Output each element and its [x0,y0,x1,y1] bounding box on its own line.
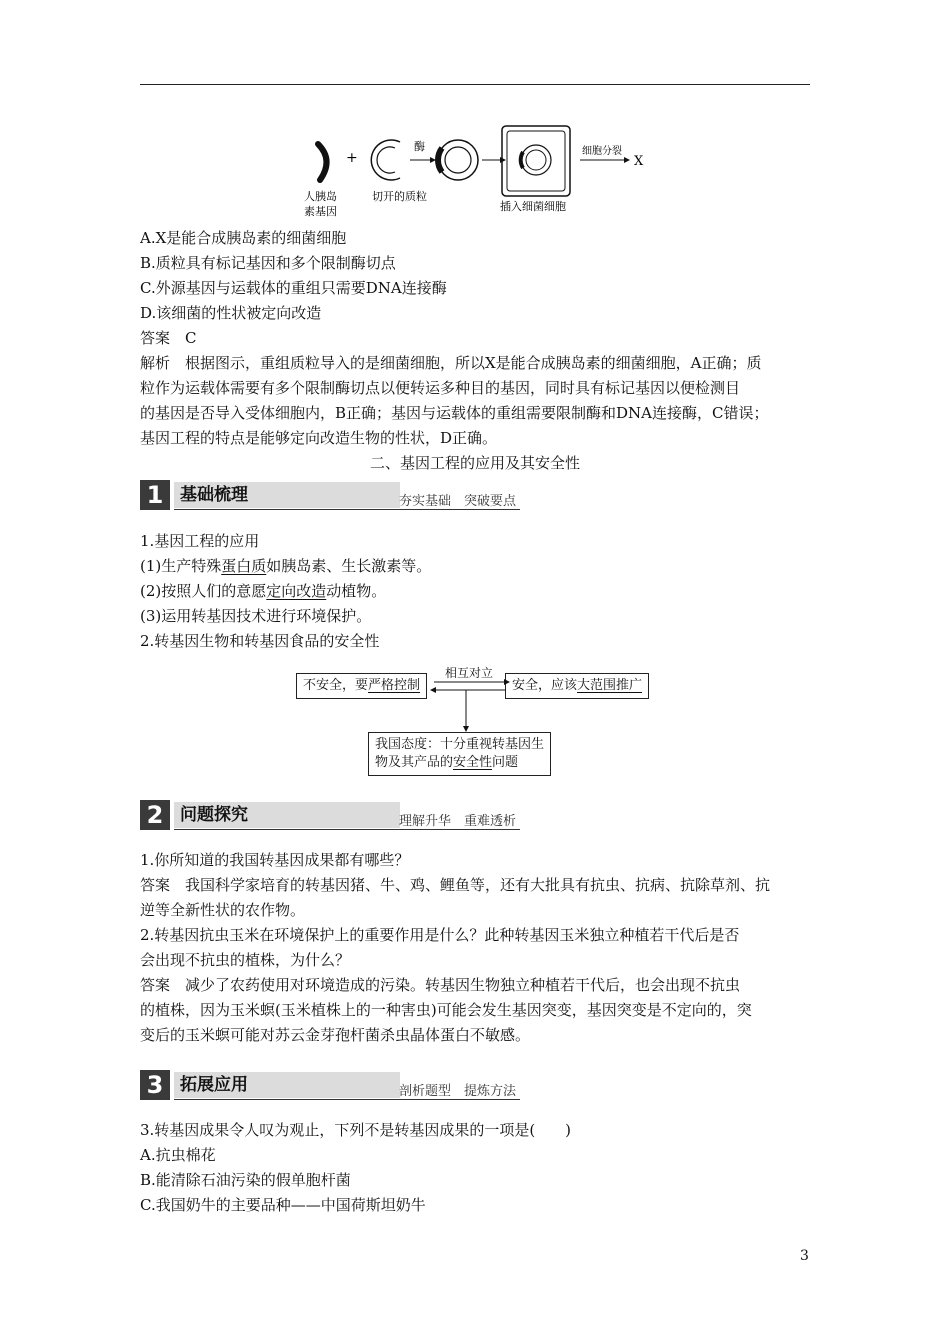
unsafe-box [296,673,427,699]
banner-label: 问题探究 [174,802,400,828]
basics-line-3 [140,579,820,604]
header-rule [140,84,810,85]
basics-line-1: 1.基因工程的应用 [140,532,260,550]
enzyme-label: 酶 [414,140,425,153]
insulin-gene-arc [318,144,327,180]
explore-line-3: 逆等全新性状的农作物。 [140,901,306,919]
explore-line-7: 的植株，因为玉米螟(玉米植株上的一种害虫)可能会发生基因突变，基因突变是不定向的，突 [140,1001,752,1019]
option-b: B.质粒具有标记基因和多个限制酶切点 [140,254,396,272]
division-label: 细胞分裂 [582,146,622,157]
banner-explore [140,800,520,830]
banner-basics [140,480,520,510]
explore-line-2: 答案 我国科学家培育的转基因猪、牛、鸡、鲤鱼等，还有大批具有抗虫、抗病、抗除草剂、抗 [140,876,771,894]
basics-line-2 [140,554,820,579]
explore-line-4: 2.转基因抗虫玉米在环境保护上的重要作用是什么？此种转基因玉米独立种植若干代后是否 [140,926,740,944]
insulin-gene-label: 人胰岛 [304,190,337,203]
underlined-term: 安全性 [453,755,493,770]
gene-engineering-figure [290,120,670,220]
plus-sign: + [346,150,358,166]
banner-underline [174,509,520,510]
safe-box [505,673,649,699]
cut-plasmid-label: 切开的质粒 [372,190,427,203]
text-run: 安全，应该 [512,678,578,693]
apply-option-a: A.抗虫棉花 [140,1146,216,1164]
bacterial-cell-icon [502,126,570,196]
explore-line-8: 变后的玉米螟可能对苏云金芽孢杆菌杀虫晶体蛋白不敏感。 [140,1026,531,1044]
explore-line-5: 会出现不抗虫的植株，为什么？ [140,951,351,969]
text-run: 如胰岛素、生长激素等。 [266,557,432,575]
page-number: 3 [800,1248,809,1264]
banner-label: 基础梳理 [174,482,400,508]
underlined-term: 蛋白质 [221,557,267,575]
explore-line-6: 答案 减少了农药使用对环境造成的污染。转基因生物独立种植若干代后，也会出现不抗虫 [140,976,741,994]
basics-line-5: 2.转基因生物和转基因食品的安全性 [140,632,380,650]
attitude-line-1: 我国态度：十分重视转基因生 [375,737,545,752]
attitude-box [368,732,551,776]
apply-option-b: B.能清除石油污染的假单胞杆菌 [140,1171,351,1189]
insulin-gene-label-2: 素基因 [304,205,337,218]
analysis-line-4: 基因工程的特点是能够定向改造生物的性状，D正确。 [140,429,498,447]
underlined-term: 定向改造 [266,582,327,600]
text-run: 物及其产品的 [375,755,454,770]
banner-subtitle: 剖析题型 提炼方法 [398,1084,516,1099]
option-c: C.外源基因与运载体的重组只需要DNA连接酶 [140,279,447,297]
banner-underline [174,1099,520,1100]
banner-label: 拓展应用 [174,1072,400,1098]
text-run: 问题 [492,755,519,770]
banner-underline [174,829,520,830]
answer-line: 答案 C [140,329,197,347]
banner-number: 3 [140,1070,170,1100]
analysis-line-3: 的基因是否导入受体细胞内，B正确；基因与运载体的重组需要限制酶和DNA连接酶，C错误； [140,404,769,422]
analysis-line-2: 粒作为运载体需要有多个限制酶切点以便转运多种目的基因，同时具有标记基因以便检测目 [140,379,741,397]
banner-number: 1 [140,480,170,510]
insert-bacteria-label: 插入细菌细胞 [500,200,566,213]
basics-line-4: (3)运用转基因技术进行环境保护。 [140,607,372,625]
banner-apply [140,1070,520,1100]
apply-line-1: 3.转基因成果令人叹为观止，下列不是转基因成果的一项是( ) [140,1121,572,1139]
attitude-line-2 [375,754,544,772]
option-a: A.X是能合成胰岛素的细菌细胞 [140,229,347,247]
text-run: (1)生产特殊 [140,557,222,575]
banner-subtitle: 理解升华 重难透析 [398,814,516,829]
section-title: 二、基因工程的应用及其安全性 [369,454,580,472]
recombinant-plasmid-icon [438,140,478,180]
underlined-term: 大范围推广 [577,678,643,693]
text-run: 不安全，要 [303,678,369,693]
banner-subtitle: 夯实基础 突破要点 [398,494,516,509]
opposition-label: 相互对立 [445,666,494,680]
explore-line-1: 1.你所知道的我国转基因成果都有哪些？ [140,851,410,869]
flow-arrows [430,676,510,736]
text-run: (2)按照人们的意愿 [140,582,267,600]
result-x-label: X [634,154,644,169]
banner-number: 2 [140,800,170,830]
apply-option-c: C.我国奶牛的主要品种——中国荷斯坦奶牛 [140,1196,426,1214]
underlined-term: 严格控制 [368,678,421,693]
text-run: 动植物。 [326,582,387,600]
cut-plasmid-icon [371,140,400,180]
analysis-line-1: 解析 根据图示，重组质粒导入的是细菌细胞，所以X是能合成胰岛素的细菌细胞，A正确；质 [140,354,762,372]
option-d: D.该细菌的性状被定向改造 [140,304,322,322]
